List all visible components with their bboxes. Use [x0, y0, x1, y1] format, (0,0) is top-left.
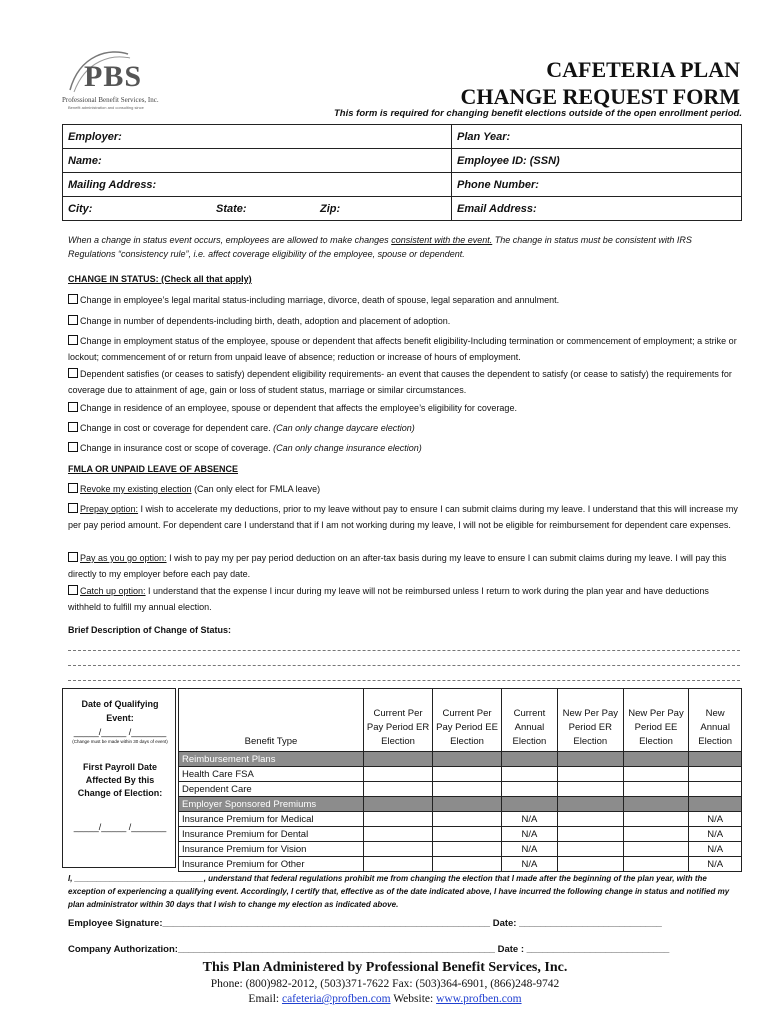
email-field[interactable] [452, 197, 742, 221]
cell-input[interactable] [433, 842, 502, 857]
cell-input[interactable] [557, 767, 623, 782]
fmla-option-title: Pay as you go option: [80, 553, 167, 563]
employee-info-table [62, 124, 742, 221]
cell-na: N/A [501, 842, 557, 857]
company-logo [60, 46, 180, 116]
checkbox-icon[interactable] [68, 483, 78, 493]
cell-input[interactable] [689, 767, 742, 782]
footer-phone: Phone: (800)982-2012, (503)371-7622 Fax: (503)364-6901, (866)248-9742 [210, 978, 560, 990]
cell-input[interactable] [623, 812, 689, 827]
checkbox-icon[interactable] [68, 315, 78, 325]
description-line-1[interactable] [68, 650, 740, 651]
checkbox-icon[interactable] [68, 442, 78, 452]
cell-input[interactable] [364, 782, 433, 797]
status-item-note: (Can only change daycare election) [273, 423, 415, 433]
cell-input[interactable] [557, 782, 623, 797]
logo-small-text: Benefit administration and consulting since [68, 105, 144, 110]
fmla-option-text: I wish to accelerate my deductions, prior to my leave without pay to ensure I can submit claims during my leave. I understand that this will increase my per pay period amount. For dependent care I understand that if I am not working during my leave, I will not be eligible for reimbursement for dependent care expenses. [68, 504, 738, 530]
fmla-option-text: I understand that the expense I incur during my leave will not be reimbursed unless I return to work during the plan year and have deductions withheld to fulfill my annual election. [68, 586, 709, 612]
checkbox-icon[interactable] [68, 294, 78, 304]
email-link[interactable]: cafeteria@profben.com [281, 993, 391, 1005]
employee-id-field[interactable] [452, 149, 742, 173]
status-item-text: Change in residence of an employee, spouse or dependent that affects the employee’s eligibility for coverage. [80, 403, 517, 413]
employer-label: Employer: [68, 130, 122, 143]
section-row-reimbursement [179, 752, 742, 767]
cell-na: N/A [501, 827, 557, 842]
row-label: Insurance Premium for Other [179, 857, 364, 872]
checkbox-icon[interactable] [68, 368, 78, 378]
zip-label: Zip: [320, 202, 341, 215]
fmla-option-text: (Can only elect for FMLA leave) [191, 484, 321, 494]
cell-input[interactable] [433, 827, 502, 842]
cell-input[interactable] [364, 767, 433, 782]
employer-field[interactable] [63, 125, 452, 149]
website-label: Website: [390, 993, 437, 1005]
row-label: Insurance Premium for Vision [179, 842, 364, 857]
cell-input[interactable] [623, 782, 689, 797]
fmla-item-revoke[interactable] [68, 481, 740, 497]
payroll-date-label: First Payroll Date Affected By this Change of Election: [77, 762, 163, 798]
company-authorization-line[interactable]: Company Authorization:____________________________________________________________ Date : ___________________________ [68, 944, 670, 955]
cell-input[interactable] [501, 767, 557, 782]
intro-text-2: The change in status must be consistent with IRS Regulations “consistency rule”, i.e. affect coverage eligibility of the employee, spouse or dependent. [68, 235, 692, 259]
qualifying-event-label: Date of Qualifying Event: [81, 699, 159, 723]
header-current-er: Current Per Pay Period ER Election [364, 689, 433, 752]
cell-na: N/A [689, 827, 742, 842]
checkbox-icon[interactable] [68, 402, 78, 412]
logo-tagline: Professional Benefit Services, Inc. [62, 96, 159, 104]
cell-input[interactable] [433, 767, 502, 782]
brief-description-label: Brief Description of Change of Status: [68, 625, 232, 635]
section-row-premiums [179, 797, 742, 812]
cell-input[interactable] [623, 767, 689, 782]
footer-contact [0, 993, 770, 1005]
status-item-text: Change in employment status of the employee, spouse or dependent that affects benefit eligibility-Including termination or commencement of employment; a strike or lockout; commencement of or return from unpaid leave of absence; reduction or increase of hours of employment. [68, 336, 737, 362]
cell-input[interactable] [557, 842, 623, 857]
phone-label: Phone Number: [457, 178, 539, 191]
title-line-2: CHANGE REQUEST FORM [460, 84, 740, 109]
form-subtitle: This form is required for changing benefit elections outside of the open enrollment period. [333, 108, 742, 119]
city-label: City: [68, 202, 93, 215]
qualifying-note: (Change must be made within 30 days of event) [72, 739, 168, 744]
cell-input[interactable] [557, 812, 623, 827]
website-link[interactable]: www.profben.com [436, 993, 522, 1005]
phone-field[interactable] [452, 173, 742, 197]
intro-paragraph [68, 233, 738, 261]
cell-input[interactable] [433, 782, 502, 797]
row-label: Dependent Care [179, 782, 364, 797]
checkbox-icon[interactable] [68, 585, 78, 595]
header-new-er: New Per Pay Period ER Election [557, 689, 623, 752]
cell-input[interactable] [557, 827, 623, 842]
checkbox-icon[interactable] [68, 335, 78, 345]
employee-id-label: Employee ID: (SSN) [457, 154, 560, 167]
section-label: Employer Sponsored Premiums [179, 797, 364, 812]
fmla-option-title: Revoke my existing election [80, 484, 192, 494]
header-new-ee: New Per Pay Period EE Election [623, 689, 689, 752]
name-label: Name: [68, 154, 102, 167]
footer-admin: This Plan Administered by Professional Benefit Services, Inc. [202, 960, 568, 975]
title-line-1: CAFETERIA PLAN [546, 57, 740, 82]
row-label: Health Care FSA [179, 767, 364, 782]
cell-input[interactable] [364, 827, 433, 842]
employee-signature-line[interactable]: Employee Signature:______________________________________________________________ Date: ___________________________ [68, 918, 662, 929]
email-label: Email: [248, 993, 282, 1005]
table-row [179, 842, 742, 857]
certification-text: I, _____________________________, understand that federal regulations prohibit me from changing the election that I made after the beginning of the plan year, with the exception of experiencing a qualifying event. Accordingly, I certify that, effective as of the date indicated above, I have incurred the following change in status and notified my plan administrator within 30 days that I wish to change my election as indicated above. [68, 874, 730, 909]
fmla-option-title: Catch up option: [80, 586, 146, 596]
section-label: Reimbursement Plans [179, 752, 364, 767]
status-item-text: Dependent satisfies (or ceases to satisfy) dependent eligibility requirements- an event that causes the dependent to satisfy (or cease to satisfy) the requirements for coverage due to attainment of age, gain or loss of student status, marriage or similar circumstances. [68, 369, 732, 395]
election-table [178, 688, 742, 872]
status-item-dependent-care[interactable] [68, 420, 740, 436]
cell-na: N/A [689, 812, 742, 827]
fmla-item-paygo[interactable] [68, 550, 740, 582]
status-item-text: Change in insurance cost or scope of coverage. [80, 443, 274, 453]
fmla-option-title: Prepay option: [80, 504, 139, 514]
mailing-address-field[interactable] [63, 173, 452, 197]
checkbox-icon[interactable] [68, 503, 78, 513]
table-row [179, 812, 742, 827]
row-label: Insurance Premium for Medical [179, 812, 364, 827]
cell-input[interactable] [364, 857, 433, 872]
fmla-heading: FMLA OR UNPAID LEAVE OF ABSENCE [68, 464, 239, 474]
state-label: State: [216, 202, 247, 215]
email-label: Email Address: [457, 202, 537, 215]
status-item-residence[interactable] [68, 400, 740, 416]
dates-box [62, 688, 176, 868]
cell-input[interactable] [364, 842, 433, 857]
description-line-2[interactable] [68, 665, 740, 666]
cell-input[interactable] [501, 782, 557, 797]
status-item-text: Change in employee’s legal marital status-including marriage, divorce, death of spouse, legal separation and annulment. [80, 295, 560, 305]
header-current-annual: Current Annual Election [501, 689, 557, 752]
change-status-heading: CHANGE IN STATUS: (Check all that apply) [68, 274, 252, 284]
status-item-text: Change in number of dependents-including birth, death, adoption and placement of adoption. [80, 316, 451, 326]
status-item-insurance[interactable] [68, 440, 740, 456]
form-title [460, 56, 740, 110]
cell-input[interactable] [433, 857, 502, 872]
qualifying-date-blank[interactable]: _____/_____ /_______ [73, 727, 167, 737]
logo-text: PBS [84, 60, 143, 93]
header-new-annual: New Annual Election [689, 689, 742, 752]
table-row [179, 857, 742, 872]
checkbox-icon[interactable] [68, 552, 78, 562]
status-item-eligibility[interactable] [68, 366, 740, 398]
plan-year-field[interactable] [452, 125, 742, 149]
intro-text-1: When a change in status event occurs, employees are allowed to make changes [68, 235, 392, 245]
cell-input[interactable] [623, 857, 689, 872]
header-benefit-type: Benefit Type [179, 689, 364, 752]
cell-na: N/A [501, 812, 557, 827]
cell-input[interactable] [689, 782, 742, 797]
cell-input[interactable] [623, 842, 689, 857]
fmla-item-catchup[interactable] [68, 583, 740, 615]
cell-input[interactable] [364, 812, 433, 827]
checkbox-icon[interactable] [68, 422, 78, 432]
description-line-3[interactable] [68, 680, 740, 681]
table-header-row [179, 689, 742, 752]
cell-na: N/A [689, 842, 742, 857]
status-item-marital[interactable] [68, 292, 740, 308]
mailing-address-label: Mailing Address: [68, 178, 157, 191]
cell-na: N/A [689, 857, 742, 872]
table-row [179, 782, 742, 797]
intro-emphasis: consistent with the event. [391, 235, 493, 245]
table-row [179, 827, 742, 842]
status-item-employment[interactable] [68, 333, 740, 365]
status-item-note: (Can only change insurance election) [273, 443, 422, 453]
row-label: Insurance Premium for Dental [179, 827, 364, 842]
cell-na: N/A [501, 857, 557, 872]
cell-input[interactable] [433, 812, 502, 827]
table-row [179, 767, 742, 782]
fmla-option-text: I wish to pay my per pay period deduction on an after-tax basis during my leave to ensure I can submit claims during my leave. I will pay this directly to my employer before each pay date. [68, 553, 727, 579]
status-item-dependents[interactable] [68, 313, 740, 329]
fmla-item-prepay[interactable] [68, 501, 740, 533]
city-state-zip-field[interactable] [63, 197, 452, 221]
header-current-ee: Current Per Pay Period EE Election [433, 689, 502, 752]
payroll-date-blank[interactable]: _____/_____ /_______ [73, 822, 167, 832]
cell-input[interactable] [557, 857, 623, 872]
name-field[interactable] [63, 149, 452, 173]
plan-year-label: Plan Year: [457, 130, 511, 143]
cell-input[interactable] [623, 827, 689, 842]
status-item-text: Change in cost or coverage for dependent care. [80, 423, 274, 433]
